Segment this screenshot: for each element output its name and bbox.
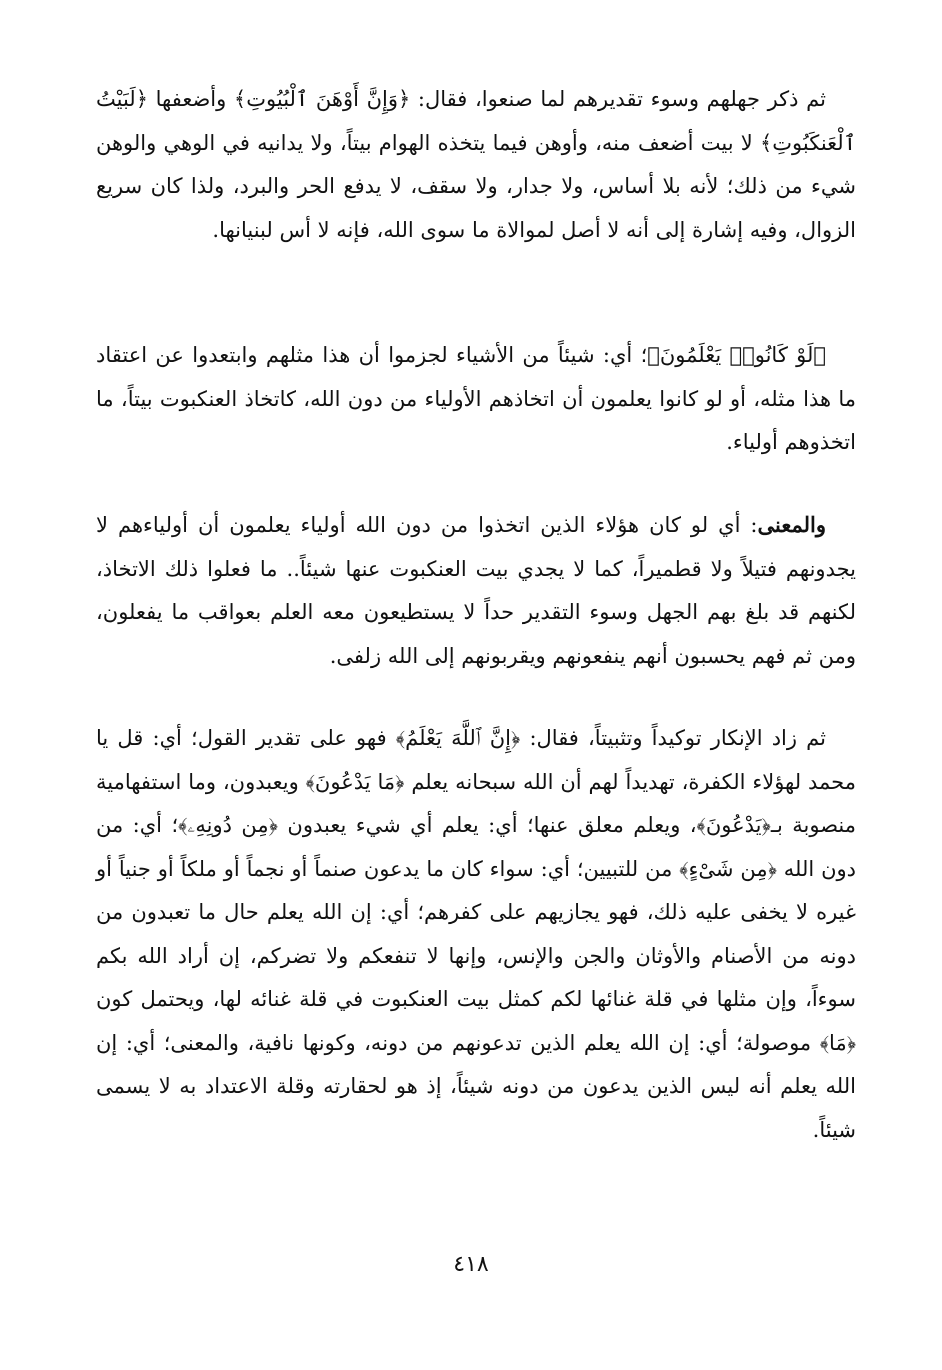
paragraph-3	[96, 503, 856, 678]
paragraph-3-text: : أي لو كان هؤلاء الذين اتخذوا من دون الله أولياء يعلمون أن أولياءهم لا يجدونهم فتيلاً ولا قطميراً، كما لا يجدي بيت العنكبوت عنها شيئاً.. ما فعلوا ذلك الاتخاذ، لكنهم قد بلغ بهم الجهل وسوء التقدير حداً لا يستطيعون معه العلم بعواقب ما يفعلون، ومن ثم فهم يحسبون أنهم ينفعونهم ويقربونهم إلى الله زلفى.	[96, 513, 856, 668]
paragraph-1	[96, 78, 856, 252]
page-number: ٤١٨	[453, 1252, 489, 1277]
paragraph-3-lead: والمعنى	[757, 512, 826, 537]
paragraph-2	[96, 334, 856, 465]
paragraph-4	[96, 717, 856, 1152]
paragraph-2-text: ﴿لَوْ كَانُوا۟ يَعْلَمُونَ﴾؛ أي: شيئاً من الأشياء لجزموا أن هذا مثلهم وابتعدوا عن اعتقاد ما هذا مثله، أو لو كانوا يعلمون أن اتخاذهم الأولياء من دون الله، كاتخاذ العنكبوت بيتاً، ما اتخذوهم أولياء.	[96, 343, 856, 454]
paragraph-4-text: ثم زاد الإنكار توكيداً وتثبيتاً، فقال: ﴿إِنَّ ٱللَّهَ يَعْلَمُ﴾ فهو على تقدير القول؛ أي: قل يا محمد لهؤلاء الكفرة، تهديداً لهم أن الله سبحانه يعلم ﴿مَا يَدْعُونَ﴾ ويعبدون، وما استفهامية منصوبة بـ﴿يَدْعُونَ﴾، ويعلم معلق عنها؛ أي: يعلم أي شيء يعبدون ﴿مِن دُونِهِۦ﴾؛ أي: من دون الله ﴿مِن شَىْءٍ﴾ من للتبيين؛ أي: سواء كان ما يدعون صنماً أو نجماً أو ملكاً أو جنياً أو غيره لا يخفى عليه ذلك، فهو يجازيهم على كفرهم؛ أي: إن الله يعلم حال ما تعبدون من دونه من الأصنام والأوثان والجن والإنس، وإنها لا تنفعكم ولا تضركم، إن أراد الله بكم سوءاً، وإن مثلها في قلة غنائها لكم كمثل بيت العنكبوت في قلة غنائه لها، ويحتمل كون ﴿مَا﴾ موصولة؛ أي: إن الله يعلم الذين تدعونهم من دونه، وكونها نافية، والمعنى؛ أي: إن الله يعلم أنه ليس الذين يدعون من دونه شيئاً، إذ هو لحقارته وقلة الاعتداد به لا يسمى شيئاً.	[96, 726, 856, 1142]
paragraph-1-text: ثم ذكر جهلهم وسوء تقديرهم لما صنعوا، فقال: ﴿وَإِنَّ أَوْهَنَ ٱلْبُيُوتِ﴾ وأضعفها ﴿لَبَيْتُ ٱلْعَنكَبُوتِ﴾ لا بيت أضعف منه، وأوهن فيما يتخذه الهوام بيتاً، ولا يدانيه في الوهي والوهن شيء من ذلك؛ لأنه بلا أساس، ولا جدار، ولا سقف، لا يدفع الحر والبرد، ولذا كان سريع الزوال، وفيه إشارة إلى أنه لا أصل لموالاة ما سوى الله، فإنه لا أس لبنيانها.	[96, 87, 856, 242]
